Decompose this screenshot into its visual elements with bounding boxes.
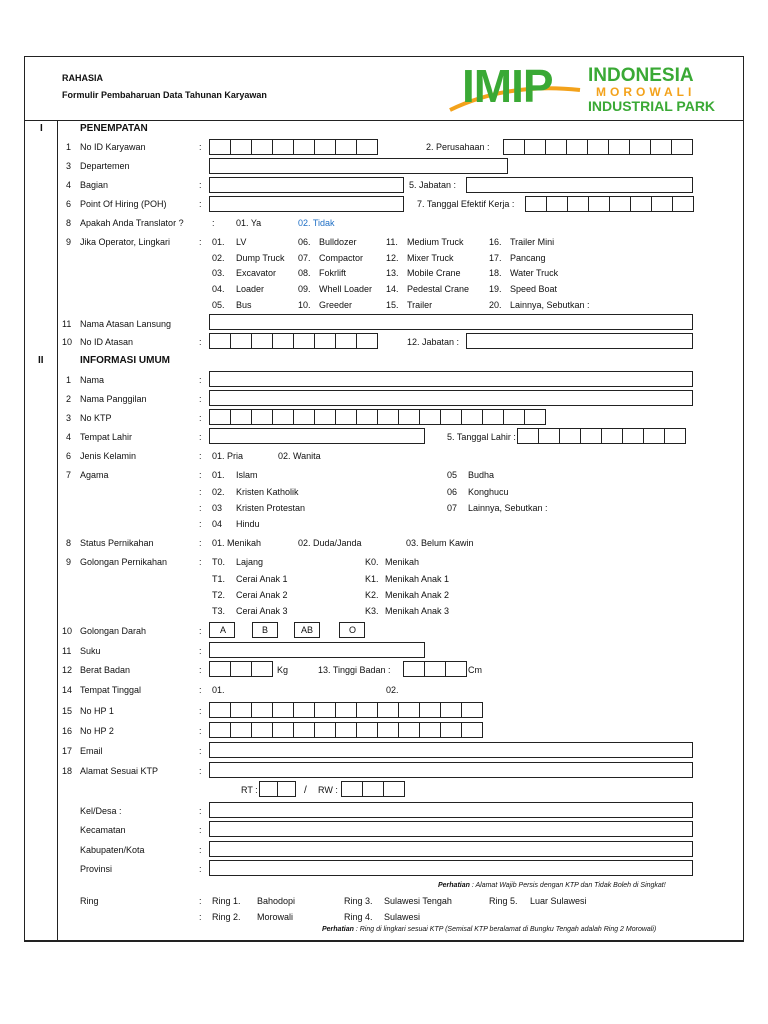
option-label: Mobile Crane	[407, 268, 461, 278]
option-code[interactable]: 06	[447, 487, 458, 497]
field-label-golongan-darah: Golongan Darah	[80, 626, 147, 636]
option-label: LV	[236, 237, 247, 247]
option-label: Water Truck	[510, 268, 559, 278]
field-label-no-ktp: No KTP	[80, 413, 112, 423]
ring-note	[322, 924, 656, 935]
gender-option-pria[interactable]: 01. Pria	[212, 451, 244, 461]
colon: :	[199, 706, 202, 716]
no-hp-1-input[interactable]	[209, 702, 483, 718]
bagian-input[interactable]	[209, 177, 404, 193]
option-code[interactable]: 09.	[298, 284, 311, 294]
blood-type-o[interactable]: O	[339, 622, 365, 638]
field-label-provinsi: Provinsi	[80, 864, 113, 874]
field-num: 3	[66, 161, 72, 171]
ring-2-label[interactable]: Ring 2.	[212, 912, 241, 922]
section-2-title: INFORMASI UMUM	[80, 355, 170, 366]
colon: :	[199, 237, 202, 247]
blood-type-ab[interactable]: AB	[294, 622, 320, 638]
option-code[interactable]: 18.	[489, 268, 502, 278]
option-label: Menikah	[385, 557, 420, 567]
email-input[interactable]	[209, 742, 693, 758]
blood-type-b[interactable]: B	[252, 622, 278, 638]
option-code[interactable]: 14.	[386, 284, 399, 294]
field-label-status-pernikahan: Status Pernikahan	[80, 538, 154, 548]
colon: :	[199, 413, 202, 423]
blood-type-a[interactable]: A	[209, 622, 235, 638]
option-code[interactable]: 03	[212, 503, 223, 513]
nama-input[interactable]	[209, 371, 693, 387]
option-label: Kristen Katholik	[236, 487, 299, 497]
option-code[interactable]: K3.	[365, 606, 379, 616]
field-num: 6	[66, 199, 72, 209]
option-code[interactable]: T3.	[212, 606, 226, 616]
logo-line1: INDONESIA	[588, 65, 694, 86]
field-num: 12	[62, 665, 73, 675]
field-label-no-hp-1: No HP 1	[80, 706, 114, 716]
option-code[interactable]: 15.	[386, 300, 399, 310]
field-num: 8	[66, 218, 72, 228]
berat-badan-input[interactable]	[209, 661, 273, 677]
field-label-kabupaten: Kabupaten/Kota	[80, 845, 145, 855]
option-label: Pancang	[510, 253, 546, 263]
form-title: Formulir Pembaharuan Data Tahunan Karyawan	[62, 90, 267, 100]
option-label: Cerai Anak 1	[236, 574, 288, 584]
status-option-duda-janda[interactable]: 02. Duda/Janda	[298, 538, 362, 548]
field-label-no-hp-2: No HP 2	[80, 726, 114, 736]
rt-label: RT :	[241, 785, 258, 795]
company-logo	[448, 60, 720, 116]
gender-option-wanita[interactable]: 02. Wanita	[278, 451, 321, 461]
field-label-tempat-tinggal: Tempat Tinggal	[80, 685, 142, 695]
field-label-nama-atasan: Nama Atasan Lansung	[80, 319, 172, 329]
field-label-poh: Point Of Hiring (POH)	[80, 199, 167, 209]
field-label-golongan-pernikahan: Golongan Pernikahan	[80, 557, 168, 567]
departemen-input[interactable]	[209, 158, 508, 174]
option-code[interactable]: 12.	[386, 253, 399, 263]
option-label: Menikah Anak 1	[385, 574, 450, 584]
colon: :	[199, 646, 202, 656]
option-label: Speed Boat	[510, 284, 558, 294]
colon: :	[199, 665, 202, 675]
field-num: 3	[66, 413, 72, 423]
nama-atasan-input[interactable]	[209, 314, 693, 330]
suku-input[interactable]	[209, 642, 425, 658]
colon: :	[212, 218, 215, 228]
field-label-tinggi-badan: 13. Tinggi Badan :	[318, 665, 391, 675]
rw-input[interactable]	[341, 781, 405, 797]
kg-unit: Kg	[277, 665, 289, 675]
field-label-berat-badan: Berat Badan	[80, 665, 131, 675]
option-label: Trailer Mini	[510, 237, 555, 247]
ring-3-label[interactable]: Ring 3.	[344, 896, 373, 906]
ring-3-value: Sulawesi Tengah	[384, 896, 452, 906]
field-num: 4	[66, 180, 72, 190]
rt-rw-separator: /	[304, 785, 307, 796]
field-label-alamat-ktp: Alamat Sesuai KTP	[80, 766, 159, 776]
option-label: Cerai Anak 2	[236, 590, 288, 600]
rw-label: RW :	[318, 785, 338, 795]
no-id-karyawan-input[interactable]	[209, 139, 378, 155]
field-label-no-id-atasan: No ID Atasan	[80, 337, 134, 347]
jabatan-atasan-input[interactable]	[466, 333, 693, 349]
section-1-title: PENEMPATAN	[80, 123, 148, 134]
ring-4-value: Sulawesi	[384, 912, 421, 922]
option-label: Lainnya, Sebutkan :	[510, 300, 590, 310]
field-label-ring: Ring	[80, 896, 99, 906]
section-2-number: II	[38, 355, 44, 366]
field-label-operator: Jika Operator, Lingkari	[80, 237, 171, 247]
option-code[interactable]: T2.	[212, 590, 226, 600]
option-code[interactable]: 20.	[489, 300, 502, 310]
field-num: 10	[62, 626, 73, 636]
option-code[interactable]: 01.	[212, 237, 225, 247]
field-num: 17	[62, 746, 73, 756]
option-code[interactable]: 16.	[489, 237, 502, 247]
option-label: Bus	[236, 300, 252, 310]
option-code[interactable]: 04	[212, 519, 223, 529]
colon: :	[199, 142, 202, 152]
option-label: Dump Truck	[236, 253, 285, 263]
option-code[interactable]: 06.	[298, 237, 311, 247]
option-label: Bulldozer	[319, 237, 357, 247]
option-code[interactable]: 08.	[298, 268, 311, 278]
option-label: Lainnya, Sebutkan :	[468, 503, 548, 513]
note-text: : Ring di lingkari sesuai KTP (Semisal KTP beralamat di Bungku Tengah adalah Ring 2 Morowali)	[353, 926, 657, 933]
field-label-jenis-kelamin: Jenis Kelamin	[80, 451, 137, 461]
colon: :	[199, 726, 202, 736]
field-num: 15	[62, 706, 73, 716]
ring-4-label[interactable]: Ring 4.	[344, 912, 373, 922]
field-label-kel-desa: Kel/Desa :	[80, 806, 122, 816]
field-num: 16	[62, 726, 73, 736]
colon: :	[199, 766, 202, 776]
field-num: 9	[66, 237, 72, 247]
colon: :	[199, 685, 202, 695]
colon: :	[199, 375, 202, 385]
field-label-no-id-karyawan: No ID Karyawan	[80, 142, 146, 152]
rt-input[interactable]	[259, 781, 296, 797]
field-num: 2	[66, 394, 72, 404]
note-label: Perhatian	[322, 926, 354, 933]
option-label: Cerai Anak 3	[236, 606, 288, 616]
logo-mark: IMIP	[462, 60, 553, 112]
colon: :	[199, 896, 202, 906]
section-column-divider	[57, 120, 58, 940]
perusahaan-input[interactable]	[503, 139, 693, 155]
colon: :	[199, 519, 202, 529]
colon: :	[199, 626, 202, 636]
status-option-menikah[interactable]: 01. Menikah	[212, 538, 262, 548]
ring-1-value: Bahodopi	[257, 896, 296, 906]
field-label-tanggal-lahir: 5. Tanggal Lahir :	[447, 432, 516, 442]
note-text: : Alamat Wajib Persis dengan KTP dan Tidak Boleh di Singkat!	[469, 882, 666, 889]
no-ktp-input[interactable]	[209, 409, 546, 425]
option-label: Islam	[236, 470, 258, 480]
field-label-email: Email	[80, 746, 103, 756]
option-code[interactable]: 07	[447, 503, 458, 513]
colon: :	[199, 394, 202, 404]
field-num: 18	[62, 766, 73, 776]
ring-2-value: Morowali	[257, 912, 294, 922]
field-num: 7	[66, 470, 72, 480]
field-label-bagian: Bagian	[80, 180, 109, 190]
tinggi-badan-input[interactable]	[403, 661, 467, 677]
option-code[interactable]: 13.	[386, 268, 399, 278]
colon: :	[199, 746, 202, 756]
field-label-departemen: Departemen	[80, 161, 130, 171]
colon: :	[199, 451, 202, 461]
colon: :	[199, 432, 202, 442]
field-num: 1	[66, 375, 72, 385]
header-divider	[24, 120, 744, 121]
ring-5-label[interactable]: Ring 5.	[489, 896, 518, 906]
kabupaten-input[interactable]	[209, 841, 693, 857]
ring-5-value: Luar Sulawesi	[530, 896, 587, 906]
tanggal-efektif-input[interactable]	[525, 196, 694, 212]
logo-line2: MOROWALI	[596, 85, 696, 99]
field-label-kecamatan: Kecamatan	[80, 825, 126, 835]
field-num: 9	[66, 557, 72, 567]
no-hp-2-input[interactable]	[209, 722, 483, 738]
field-label-jabatan: 5. Jabatan :	[409, 180, 457, 190]
field-label-perusahaan: 2. Perusahaan :	[426, 142, 490, 152]
option-code[interactable]: T0.	[212, 557, 226, 567]
form-top-border	[24, 56, 744, 57]
option-label: Whell Loader	[319, 284, 373, 294]
colon: :	[199, 487, 202, 497]
no-id-atasan-input[interactable]	[209, 333, 378, 349]
field-num: 1	[66, 142, 72, 152]
form-bottom-border	[24, 940, 744, 942]
section-1-number: I	[40, 123, 43, 134]
field-label-nama: Nama	[80, 375, 105, 385]
option-label: Hindu	[236, 519, 260, 529]
field-label-suku: Suku	[80, 646, 101, 656]
tempat-lahir-input[interactable]	[209, 428, 425, 444]
field-num: 6	[66, 451, 72, 461]
form-left-border	[24, 56, 25, 942]
option-code[interactable]: 02.	[212, 487, 225, 497]
field-num: 11	[62, 319, 72, 329]
option-label: Compactor	[319, 253, 364, 263]
colon: :	[199, 912, 202, 922]
alamat-note	[438, 880, 666, 891]
option-label: Menikah Anak 2	[385, 590, 450, 600]
option-label: Konghucu	[468, 487, 509, 497]
tempat-tinggal-01[interactable]: 01.	[212, 685, 225, 695]
option-code[interactable]: 03.	[212, 268, 225, 278]
option-label: Menikah Anak 3	[385, 606, 450, 616]
colon: :	[199, 337, 202, 347]
option-label: Mixer Truck	[407, 253, 454, 263]
option-code[interactable]: K0.	[365, 557, 379, 567]
colon: :	[199, 199, 202, 209]
colon: :	[199, 806, 202, 816]
option-label: Loader	[236, 284, 265, 294]
colon: :	[199, 825, 202, 835]
option-label: Excavator	[236, 268, 277, 278]
jabatan-input[interactable]	[466, 177, 693, 193]
alamat-ktp-input[interactable]	[209, 762, 693, 778]
field-label-jabatan-atasan: 12. Jabatan :	[407, 337, 460, 347]
field-label-agama: Agama	[80, 470, 109, 480]
option-code[interactable]: 10.	[298, 300, 311, 310]
field-num: 8	[66, 538, 72, 548]
option-code[interactable]: 01.	[212, 470, 225, 480]
kel-desa-input[interactable]	[209, 802, 693, 818]
option-code[interactable]: 05	[447, 470, 458, 480]
colon: :	[199, 503, 202, 513]
tanggal-lahir-input[interactable]	[517, 428, 686, 444]
form-right-border	[743, 56, 744, 942]
option-code[interactable]: 19.	[489, 284, 502, 294]
translator-option-ya[interactable]: 01. Ya	[236, 218, 262, 228]
note-label: Perhatian	[438, 882, 470, 889]
status-option-belum-kawin[interactable]: 03. Belum Kawin	[406, 538, 474, 548]
translator-option-tidak[interactable]: 02. Tidak	[298, 218, 335, 228]
kecamatan-input[interactable]	[209, 821, 693, 837]
option-label: Pedestal Crane	[407, 284, 470, 294]
colon: :	[199, 557, 202, 567]
option-code[interactable]: 05.	[212, 300, 225, 310]
colon: :	[199, 538, 202, 548]
colon: :	[199, 845, 202, 855]
option-label: Trailer	[407, 300, 433, 310]
field-label-tanggal-efektif: 7. Tanggal Efektif Kerja :	[417, 199, 515, 209]
option-code[interactable]: K2.	[365, 590, 379, 600]
option-code[interactable]: K1.	[365, 574, 379, 584]
option-label: Lajang	[236, 557, 264, 567]
option-label: Fokrlift	[319, 268, 346, 278]
cm-unit: Cm	[468, 665, 482, 675]
field-label-tempat-lahir: Tempat Lahir	[80, 432, 133, 442]
logo-line3: INDUSTRIAL PARK	[588, 98, 716, 114]
ring-1-label[interactable]: Ring 1.	[212, 896, 241, 906]
tempat-tinggal-02[interactable]: 02.	[386, 685, 399, 695]
nama-panggilan-input[interactable]	[209, 390, 693, 406]
colon: :	[199, 470, 202, 480]
option-label: Greeder	[319, 300, 353, 310]
field-label-nama-panggilan: Nama Panggilan	[80, 394, 147, 404]
colon: :	[199, 180, 202, 190]
provinsi-input[interactable]	[209, 860, 693, 876]
option-code[interactable]: 17.	[489, 253, 502, 263]
option-label: Kristen Protestan	[236, 503, 306, 513]
field-num: 10	[62, 337, 73, 347]
option-code[interactable]: T1.	[212, 574, 226, 584]
option-code[interactable]: 04.	[212, 284, 225, 294]
field-label-translator: Apakah Anda Translator ?	[80, 218, 184, 228]
option-code[interactable]: 11.	[386, 237, 398, 247]
option-label: Medium Truck	[407, 237, 464, 247]
colon: :	[199, 864, 202, 874]
option-code[interactable]: 07.	[298, 253, 311, 263]
field-num: 11	[62, 646, 72, 656]
confidential-label: RAHASIA	[62, 73, 104, 83]
option-code[interactable]: 02.	[212, 253, 225, 263]
field-num: 14	[62, 685, 73, 695]
option-label: Budha	[468, 470, 495, 480]
poh-input[interactable]	[209, 196, 404, 212]
field-num: 4	[66, 432, 72, 442]
